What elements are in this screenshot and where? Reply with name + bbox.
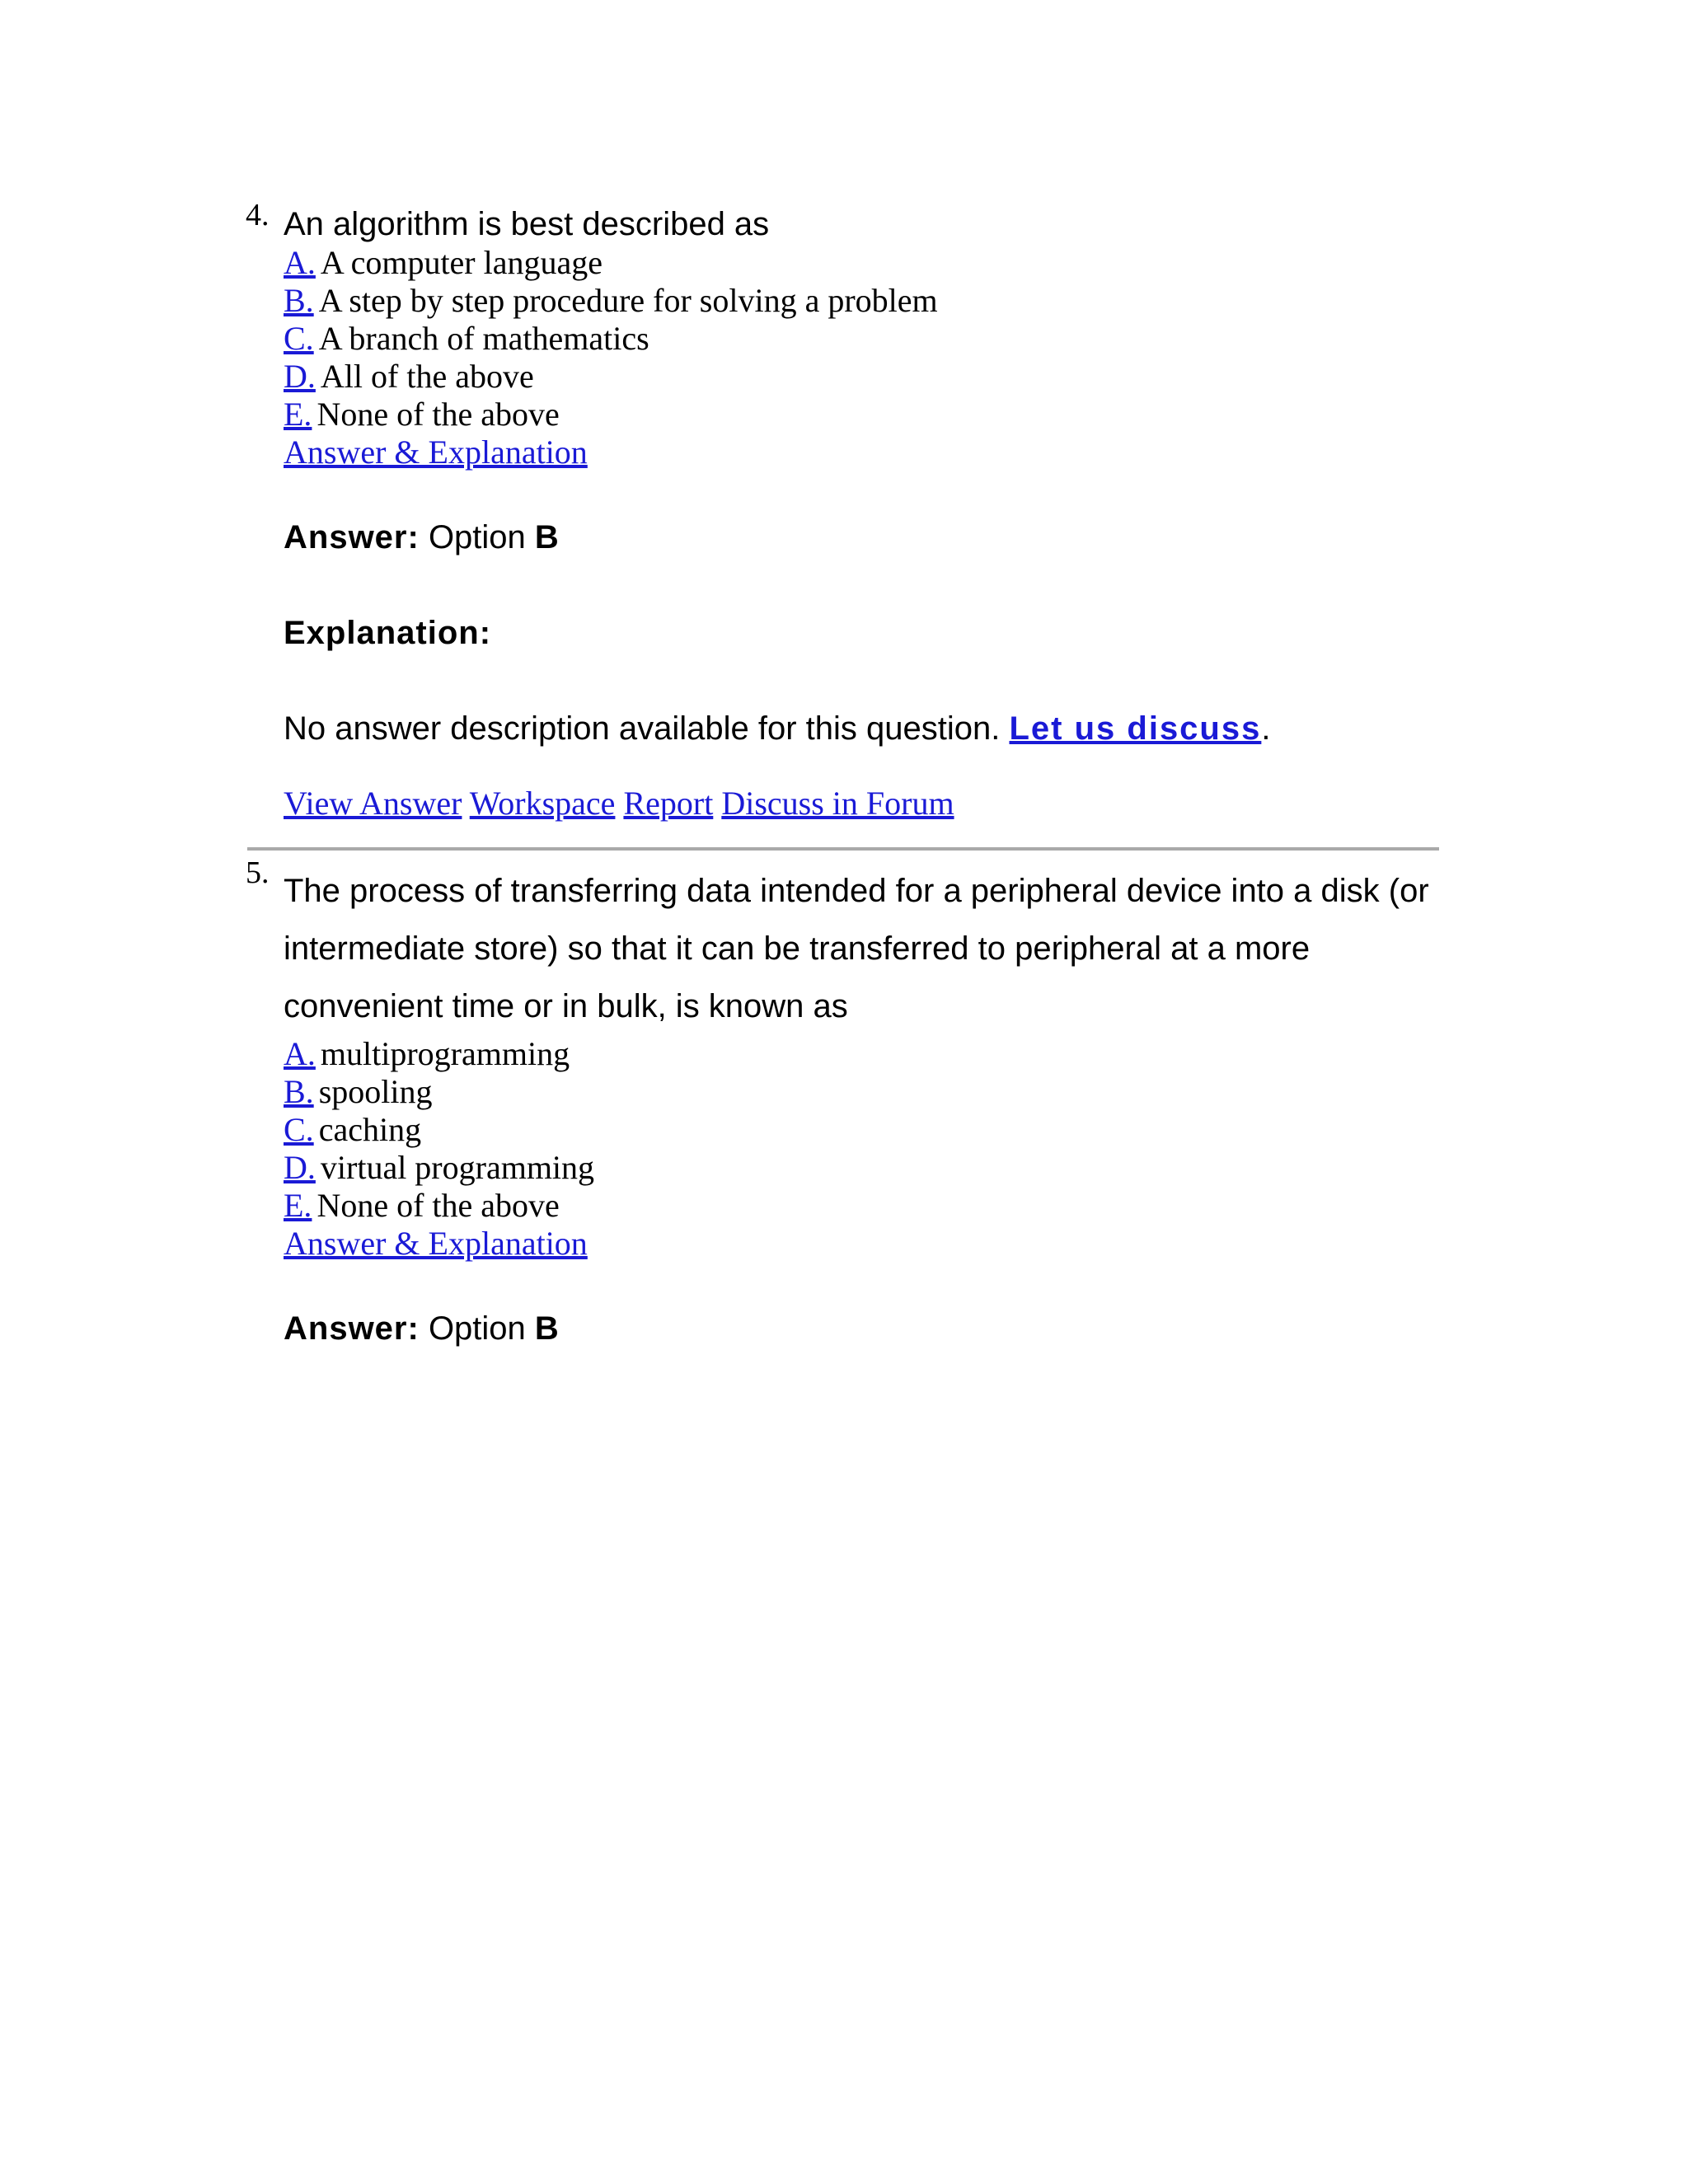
answer-line bbox=[284, 1309, 1441, 1348]
option-e-link[interactable]: E. bbox=[284, 396, 312, 433]
question-text-line-2: intermediate store) so that it can be transferred to peripheral at a more bbox=[284, 930, 1311, 967]
option-text: None of the above bbox=[316, 396, 560, 433]
discuss-in-forum-link[interactable]: Discuss in Forum bbox=[721, 785, 954, 822]
answer-line bbox=[284, 518, 1441, 557]
option-b bbox=[284, 1073, 1441, 1111]
option-a-link[interactable]: A. bbox=[284, 244, 316, 281]
option-b bbox=[284, 282, 1441, 320]
option-b-link[interactable]: B. bbox=[284, 1073, 314, 1110]
answer-option: B bbox=[534, 519, 559, 555]
option-e bbox=[284, 1187, 1441, 1225]
answer-prefix: Option bbox=[428, 519, 526, 555]
question-actions bbox=[284, 785, 1441, 823]
option-a bbox=[284, 244, 1441, 282]
question-text: An algorithm is best described as bbox=[284, 206, 770, 242]
option-text: A step by step procedure for solving a problem bbox=[318, 282, 938, 319]
question-text-line-1: The process of transferring data intended for a peripheral device into a disk (or bbox=[284, 873, 1429, 909]
explanation-text-line bbox=[284, 709, 1441, 748]
option-text: All of the above bbox=[320, 358, 534, 395]
option-e-link[interactable]: E. bbox=[284, 1187, 312, 1224]
option-text: multiprogramming bbox=[320, 1035, 570, 1072]
option-e bbox=[284, 396, 1441, 434]
answer-option: B bbox=[534, 1310, 559, 1347]
answer-label: Answer: bbox=[284, 519, 420, 555]
question-text-line-3: convenient time or in bulk, is known as bbox=[284, 988, 848, 1024]
option-c-link[interactable]: C. bbox=[284, 1111, 314, 1148]
option-text: None of the above bbox=[316, 1187, 560, 1224]
question-body bbox=[284, 862, 1441, 1348]
answer-explanation-link[interactable]: Answer & Explanation bbox=[284, 1225, 588, 1262]
explanation-title: Explanation: bbox=[284, 615, 492, 651]
option-d-link[interactable]: D. bbox=[284, 358, 316, 395]
question-body bbox=[284, 204, 1441, 823]
option-a-link[interactable]: A. bbox=[284, 1035, 316, 1072]
option-d-link[interactable]: D. bbox=[284, 1149, 316, 1186]
option-d bbox=[284, 358, 1441, 396]
option-c-link[interactable]: C. bbox=[284, 320, 314, 357]
option-text: A computer language bbox=[320, 244, 603, 281]
option-text: A branch of mathematics bbox=[318, 320, 649, 357]
report-link[interactable]: Report bbox=[623, 785, 714, 822]
option-b-link[interactable]: B. bbox=[284, 282, 314, 319]
option-text: caching bbox=[318, 1111, 422, 1148]
option-c bbox=[284, 1111, 1441, 1149]
option-a bbox=[284, 1035, 1441, 1073]
view-answer-link[interactable]: View Answer bbox=[284, 785, 462, 822]
question-text bbox=[284, 862, 1441, 1035]
answer-prefix: Option bbox=[428, 1310, 526, 1347]
let-us-discuss-link[interactable]: Let us discuss bbox=[1009, 710, 1262, 747]
explanation-end: . bbox=[1261, 710, 1271, 747]
answer-label: Answer: bbox=[284, 1310, 420, 1347]
question-number: 5. bbox=[246, 855, 270, 890]
question-4 bbox=[246, 198, 1441, 823]
explanation-text: No answer description available for this question. bbox=[284, 710, 1001, 747]
option-text: spooling bbox=[318, 1073, 433, 1110]
question-divider bbox=[247, 847, 1439, 851]
answer-explanation-link[interactable]: Answer & Explanation bbox=[284, 434, 588, 471]
options-list bbox=[284, 1035, 1441, 1225]
workspace-link[interactable]: Workspace bbox=[469, 785, 616, 822]
options-list bbox=[284, 244, 1441, 434]
option-c bbox=[284, 320, 1441, 358]
option-d bbox=[284, 1149, 1441, 1187]
question-number: 4. bbox=[246, 198, 270, 232]
option-text: virtual programming bbox=[320, 1149, 595, 1186]
question-5 bbox=[246, 855, 1441, 1348]
